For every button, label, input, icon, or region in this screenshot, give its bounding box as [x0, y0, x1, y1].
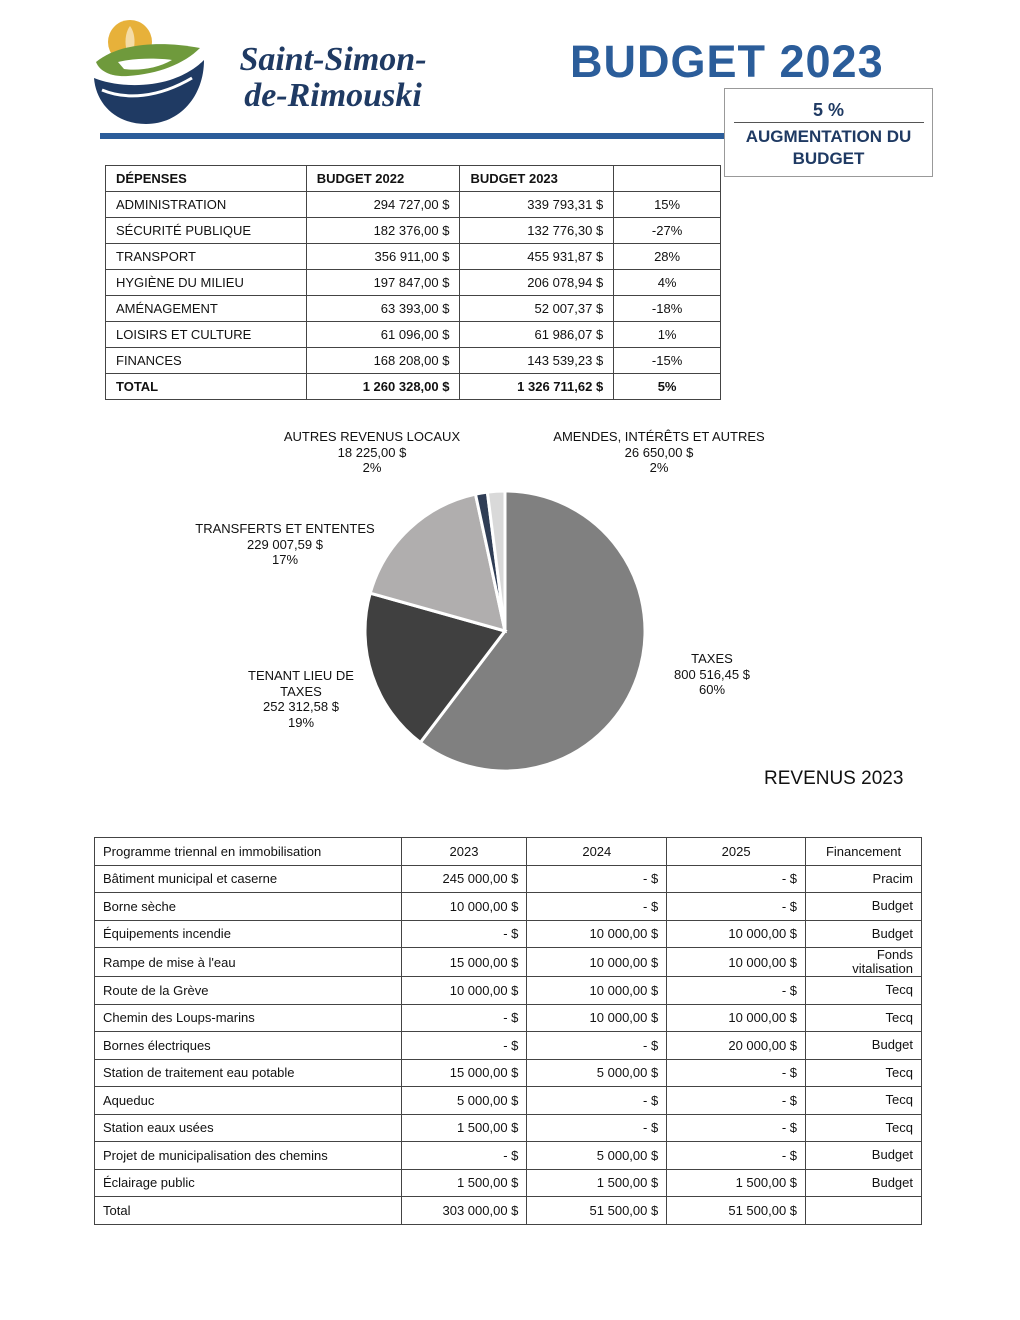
table-cell: 4% [614, 270, 721, 296]
table-cell: 10 000,00 $ [667, 920, 806, 948]
table-cell: Borne sèche [95, 893, 402, 921]
slice-name: AMENDES, INTÉRÊTS ET AUTRES [553, 429, 765, 444]
pie-label-taxes [652, 651, 772, 698]
table-cell: Projet de municipalisation des chemins [95, 1142, 402, 1170]
table-cell: Budget [806, 1169, 922, 1197]
municipality-name-line2: de-Rimouski [244, 77, 422, 114]
slice-name: AUTRES REVENUS LOCAUX [283, 429, 461, 444]
table-cell: 20 000,00 $ [667, 1032, 806, 1060]
pie-label-tenant-lieu [231, 668, 371, 730]
table-cell: 51 500,00 $ [667, 1197, 806, 1225]
slice-percent: 19% [287, 714, 315, 730]
slice-name-line1: TENANT LIEU DE [248, 668, 354, 683]
table-cell: 1% [614, 322, 721, 348]
table-cell: Fonds vitalisation [806, 948, 922, 977]
table-cell: - $ [527, 1032, 667, 1060]
table-cell: 52 007,37 $ [460, 296, 614, 322]
table-cell: 10 000,00 $ [401, 977, 527, 1005]
table-cell: 455 931,87 $ [460, 244, 614, 270]
slice-percent: 2% [649, 460, 669, 475]
table-cell: 303 000,00 $ [401, 1197, 527, 1225]
slice-percent: 2% [362, 460, 382, 475]
table-row [95, 920, 922, 948]
table-cell: - $ [527, 865, 667, 893]
column-header: DÉPENSES [106, 166, 307, 192]
table-row [106, 322, 721, 348]
table-cell: - $ [527, 893, 667, 921]
expenses-table [105, 165, 721, 400]
increase-label-line2: BUDGET [792, 149, 865, 168]
table-cell: - $ [667, 1059, 806, 1087]
table-cell: 10 000,00 $ [401, 893, 527, 921]
revenue-pie-chart [360, 488, 650, 778]
table-cell: - $ [401, 1142, 527, 1170]
expenses-table-body [106, 192, 721, 400]
header-divider [100, 133, 725, 139]
table-row [95, 1004, 922, 1032]
table-cell: LOISIRS ET CULTURE [106, 322, 307, 348]
table-cell: -15% [614, 348, 721, 374]
table-cell: Station eaux usées [95, 1114, 402, 1142]
table-cell: Tecq [806, 1004, 922, 1032]
table-cell [806, 1197, 922, 1225]
table-cell: Tecq [806, 1087, 922, 1115]
table-cell: Budget [806, 1142, 922, 1170]
table-cell: Rampe de mise à l'eau [95, 948, 402, 977]
table-cell: Bornes électriques [95, 1032, 402, 1060]
municipality-logo [88, 14, 206, 130]
table-cell: 28% [614, 244, 721, 270]
table-cell: 1 326 711,62 $ [460, 374, 614, 400]
pie-label-amendes [544, 429, 774, 476]
table-cell: 206 078,94 $ [460, 270, 614, 296]
table-cell: Tecq [806, 1059, 922, 1087]
table-row [95, 1142, 922, 1170]
table-row [106, 192, 721, 218]
table-cell: 15 000,00 $ [401, 948, 527, 977]
table-row [95, 1197, 922, 1225]
table-cell: - $ [667, 865, 806, 893]
table-row [95, 1087, 922, 1115]
table-cell: - $ [401, 1032, 527, 1060]
table-cell: 1 500,00 $ [667, 1169, 806, 1197]
capital-program-table-body [95, 865, 922, 1224]
table-cell: 197 847,00 $ [306, 270, 460, 296]
table-header-row [95, 838, 922, 866]
table-cell: FINANCES [106, 348, 307, 374]
capital-program-table [94, 837, 922, 1225]
table-cell: 1 260 328,00 $ [306, 374, 460, 400]
table-cell: Bâtiment municipal et caserne [95, 865, 402, 893]
table-cell: 10 000,00 $ [527, 1004, 667, 1032]
revenue-chart-title: REVENUS 2023 [764, 768, 904, 789]
table-cell: Aqueduc [95, 1087, 402, 1115]
table-cell: - $ [667, 1142, 806, 1170]
table-cell: Chemin des Loups-marins [95, 1004, 402, 1032]
table-cell: Budget [806, 893, 922, 921]
table-cell: 1 500,00 $ [527, 1169, 667, 1197]
table-cell: 10 000,00 $ [667, 948, 806, 977]
table-cell: Équipements incendie [95, 920, 402, 948]
table-row [106, 374, 721, 400]
table-cell: 1 500,00 $ [401, 1169, 527, 1197]
table-row [106, 296, 721, 322]
table-cell: 182 376,00 $ [306, 218, 460, 244]
table-row [106, 244, 721, 270]
table-cell: AMÉNAGEMENT [106, 296, 307, 322]
table-cell: Éclairage public [95, 1169, 402, 1197]
table-row [95, 1114, 922, 1142]
table-cell: Route de la Grève [95, 977, 402, 1005]
table-cell: HYGIÈNE DU MILIEU [106, 270, 307, 296]
increase-label-line1: AUGMENTATION DU [745, 127, 912, 146]
table-cell: - $ [667, 1114, 806, 1142]
table-cell: 132 776,30 $ [460, 218, 614, 244]
column-header: 2024 [527, 838, 667, 866]
table-cell: 10 000,00 $ [527, 920, 667, 948]
table-cell: 294 727,00 $ [306, 192, 460, 218]
table-cell: 61 986,07 $ [460, 322, 614, 348]
table-row [95, 1169, 922, 1197]
table-cell: 51 500,00 $ [527, 1197, 667, 1225]
table-cell: 5 000,00 $ [527, 1142, 667, 1170]
table-header-row [106, 166, 721, 192]
slice-value: 18 225,00 $ [337, 444, 407, 460]
table-cell: 10 000,00 $ [667, 1004, 806, 1032]
column-header: 2023 [401, 838, 527, 866]
increase-percent: 5 % [812, 100, 845, 120]
column-header: BUDGET 2023 [460, 166, 614, 192]
table-cell: - $ [667, 977, 806, 1005]
table-cell: -18% [614, 296, 721, 322]
table-cell: Tecq [806, 1114, 922, 1142]
increase-divider [734, 122, 924, 123]
table-cell: Budget [806, 1032, 922, 1060]
slice-value: 800 516,45 $ [674, 666, 750, 682]
table-cell: TRANSPORT [106, 244, 307, 270]
table-cell: Budget [806, 920, 922, 948]
table-cell: 5% [614, 374, 721, 400]
table-cell: 356 911,00 $ [306, 244, 460, 270]
table-cell: ADMINISTRATION [106, 192, 307, 218]
slice-name: TRANSFERTS ET ENTENTES [195, 521, 375, 536]
column-header: 2025 [667, 838, 806, 866]
municipality-name [228, 42, 438, 114]
table-row [106, 218, 721, 244]
table-row [95, 977, 922, 1005]
slice-percent: 60% [698, 682, 726, 697]
table-cell: -27% [614, 218, 721, 244]
column-header [614, 166, 721, 192]
table-cell: - $ [667, 893, 806, 921]
column-header: BUDGET 2022 [306, 166, 460, 192]
pie-label-autres-revenus [272, 429, 472, 476]
table-cell: Pracim [806, 865, 922, 893]
table-cell: 339 793,31 $ [460, 192, 614, 218]
municipality-name-line1: Saint-Simon- [239, 41, 427, 78]
budget-increase-box [724, 88, 933, 177]
table-cell: Station de traitement eau potable [95, 1059, 402, 1087]
pie-label-transferts [185, 521, 385, 568]
table-cell: SÉCURITÉ PUBLIQUE [106, 218, 307, 244]
table-row [95, 893, 922, 921]
table-cell: - $ [401, 1004, 527, 1032]
slice-name: TAXES [691, 651, 733, 666]
slice-value: 252 312,58 $ [263, 699, 339, 714]
table-cell: - $ [527, 1114, 667, 1142]
table-cell: 1 500,00 $ [401, 1114, 527, 1142]
table-cell: 61 096,00 $ [306, 322, 460, 348]
table-row [106, 270, 721, 296]
table-cell: 168 208,00 $ [306, 348, 460, 374]
table-row [95, 865, 922, 893]
table-row [106, 348, 721, 374]
table-row [95, 1059, 922, 1087]
table-cell: 63 393,00 $ [306, 296, 460, 322]
table-cell: 143 539,23 $ [460, 348, 614, 374]
column-header: Programme triennal en immobilisation [95, 838, 402, 866]
slice-percent: 17% [271, 552, 299, 567]
table-cell: 15% [614, 192, 721, 218]
table-cell: - $ [401, 920, 527, 948]
table-cell: - $ [667, 1087, 806, 1115]
table-cell: - $ [527, 1087, 667, 1115]
table-cell: 10 000,00 $ [527, 948, 667, 977]
slice-value: 26 650,00 $ [624, 444, 694, 460]
page-title: BUDGET 2023 [570, 36, 884, 87]
table-cell: 5 000,00 $ [401, 1087, 527, 1115]
table-row [95, 948, 922, 977]
table-cell: Tecq [806, 977, 922, 1005]
table-row [95, 1032, 922, 1060]
table-cell: Total [95, 1197, 402, 1225]
table-cell: TOTAL [106, 374, 307, 400]
slice-value: 229 007,59 $ [247, 536, 323, 552]
table-cell: 10 000,00 $ [527, 977, 667, 1005]
table-cell: 15 000,00 $ [401, 1059, 527, 1087]
table-cell: 5 000,00 $ [527, 1059, 667, 1087]
slice-name-line2: TAXES [280, 683, 322, 699]
column-header: Financement [806, 838, 922, 866]
table-cell: 245 000,00 $ [401, 865, 527, 893]
